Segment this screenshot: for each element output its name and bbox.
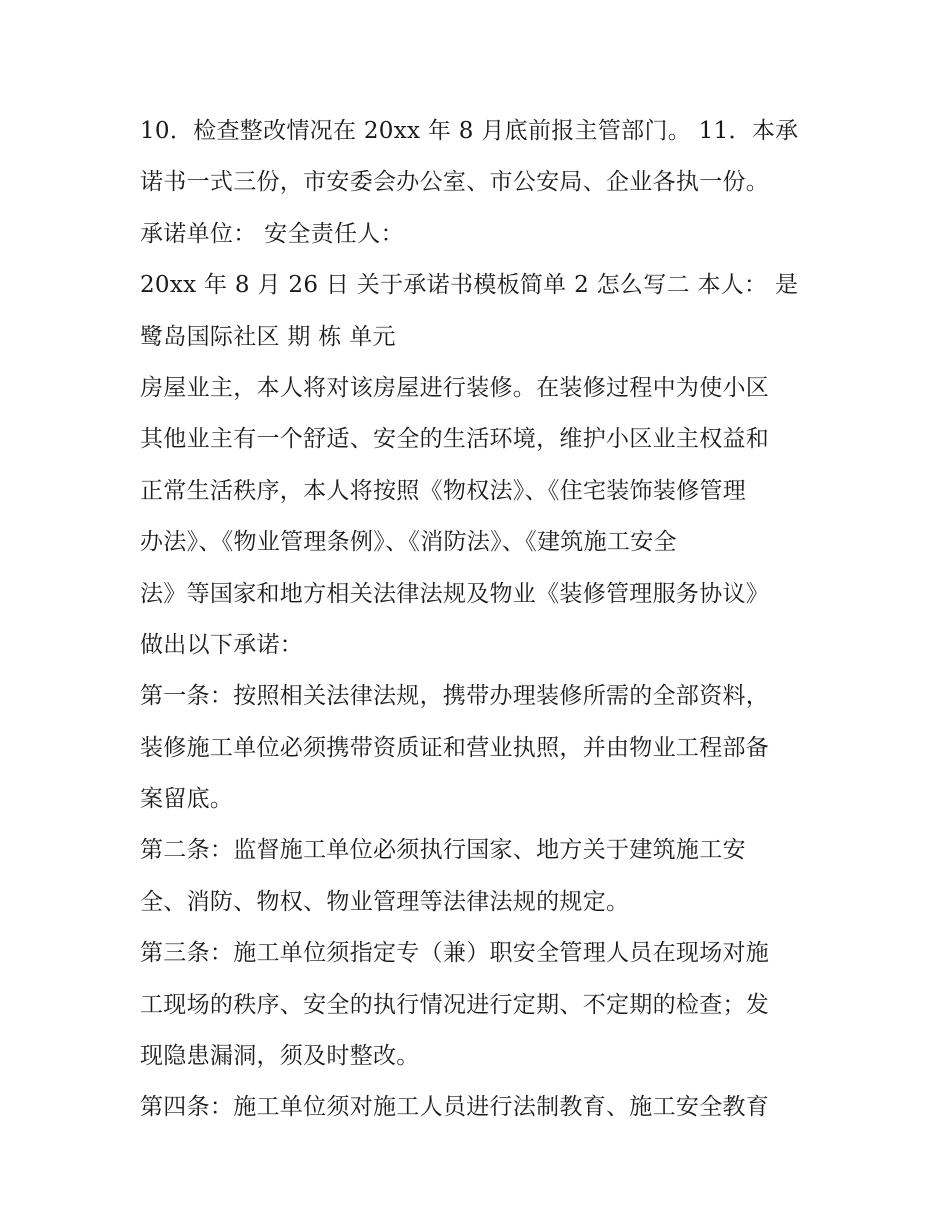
text-line: 第二条：监督施工单位必须执行国家、地方关于建筑施工安 [140,837,746,864]
text-line: 做出以下承诺： [140,631,304,658]
text-line: 10．检查整改情况在 20xx 年 8 月底前报主管部门。 11．本承 [140,118,799,144]
text-line: 工现场的秩序、安全的执行情况进行定期、不定期的检查；发 [140,991,770,1018]
text-line: 20xx 年 8 月 26 日 关于承诺书模板简单 2 怎么写二 本人： 是 [140,272,799,299]
text-line: 办法》、《物业管理条例》、《消防法》、《建筑施工安全 [140,529,677,556]
text-line: 正常生活秩序，本人将按照《物权法》、《住宅装饰装修管理 [140,477,747,504]
document-body [140,106,820,1134]
text-line: 鹭岛国际社区 期 栋 单元 [140,323,396,350]
text-line: 全、消防、物权、物业管理等法律法规的规定。 [140,888,630,915]
text-line: 第一条：按照相关法律法规，携带办理装修所需的全部资料， [140,683,770,710]
text-line: 法》等国家和地方相关法律法规及物业《装修管理服务协议》 [140,580,770,607]
text-line: 装修施工单位必须携带资质证和营业执照，并由物业工程部备 [140,734,770,761]
text-line: 诺书一式三份，市安委会办公室、市公安局、企业各执一份。 [140,169,770,196]
text-line: 承诺单位： 安全责任人： [140,220,404,247]
text-line: 房屋业主，本人将对该房屋进行装修。在装修过程中为使小区 [140,374,770,401]
text-line: 现隐患漏洞，须及时整改。 [140,1043,420,1070]
text-line: 案留底。 [140,786,234,813]
text-line: 其他业主有一个舒适、安全的生活环境，维护小区业主权益和 [140,426,770,453]
text-line: 第三条：施工单位须指定专（兼）职安全管理人员在现场对施 [140,940,770,967]
text-line: 第四条：施工单位须对施工人员进行法制教育、施工安全教育 [140,1094,770,1121]
